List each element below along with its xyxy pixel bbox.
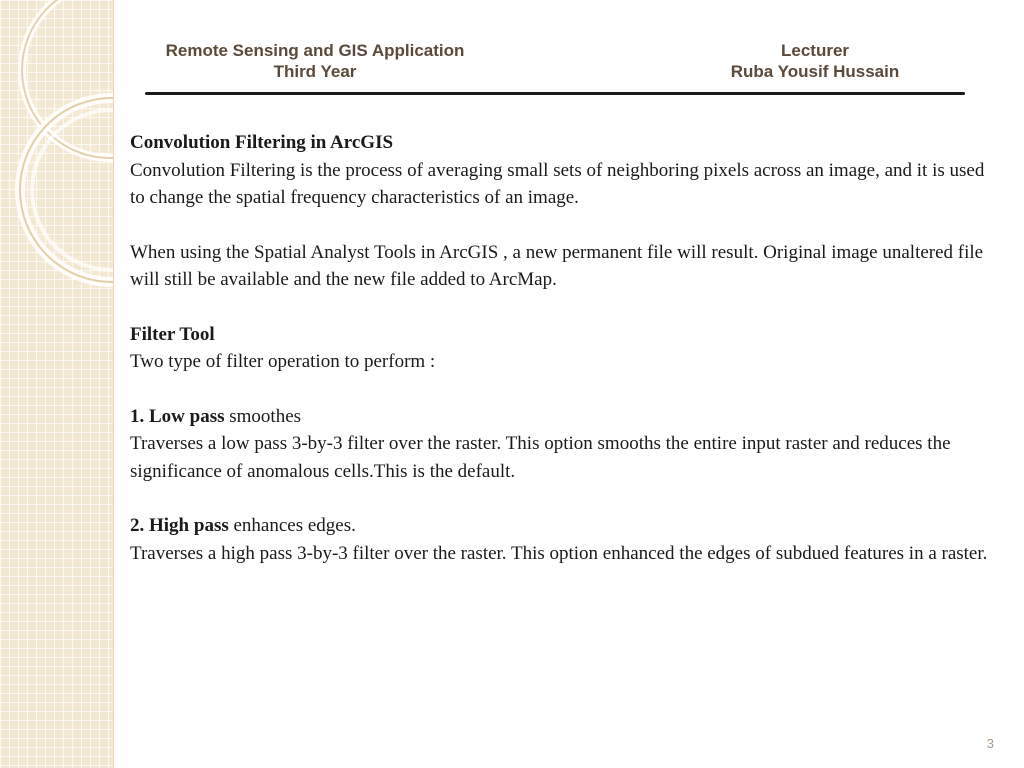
header-divider	[145, 92, 965, 95]
decorative-side-panel	[0, 0, 114, 768]
lecturer-label: Lecturer	[780, 41, 850, 60]
course-year: Third Year	[273, 62, 357, 81]
high-pass-title: 2. High pass	[130, 515, 229, 536]
high-pass-body: Traverses a high pass 3-by-3 filter over the raster. This option enhanced the edges of subdued features in a raster.	[130, 542, 988, 564]
lecturer-header	[700, 40, 930, 82]
course-header	[145, 40, 485, 82]
convolution-section	[130, 129, 990, 212]
high-pass-section	[130, 512, 990, 567]
filter-tool-body: Two type of filter operation to perform :	[130, 351, 436, 372]
decorative-circles	[0, 0, 113, 768]
page-number: 3	[986, 736, 994, 751]
course-title: Remote Sensing and GIS Application	[165, 41, 465, 60]
high-pass-subtitle: enhances edges.	[228, 515, 356, 536]
filter-tool-section	[130, 321, 990, 376]
low-pass-title: 1. Low pass	[130, 405, 225, 427]
lecturer-name: Ruba Yousif Hussain	[730, 62, 900, 81]
low-pass-subtitle: smoothes	[224, 405, 302, 427]
spatial-analyst-section	[130, 239, 990, 294]
low-pass-section	[130, 403, 990, 486]
slide-content	[130, 129, 990, 594]
spatial-analyst-body: When using the Spatial Analyst Tools in ArcGIS , a new permanent file will result. Original image unaltered file will still be available and the new file added to ArcMap.	[130, 241, 984, 290]
low-pass-body: Traverses a low pass 3-by-3 filter over the raster. This option smooths the entire input raster and reduces the significance of anomalous cells.This is the default.	[130, 433, 951, 482]
convolution-title: Convolution Filtering in ArcGIS	[130, 132, 394, 153]
filter-tool-title: Filter Tool	[130, 323, 215, 345]
convolution-body: Convolution Filtering is the process of averaging small sets of neighboring pixels across an image, and it is used to change the spatial frequency characteristics of an image.	[130, 159, 985, 208]
